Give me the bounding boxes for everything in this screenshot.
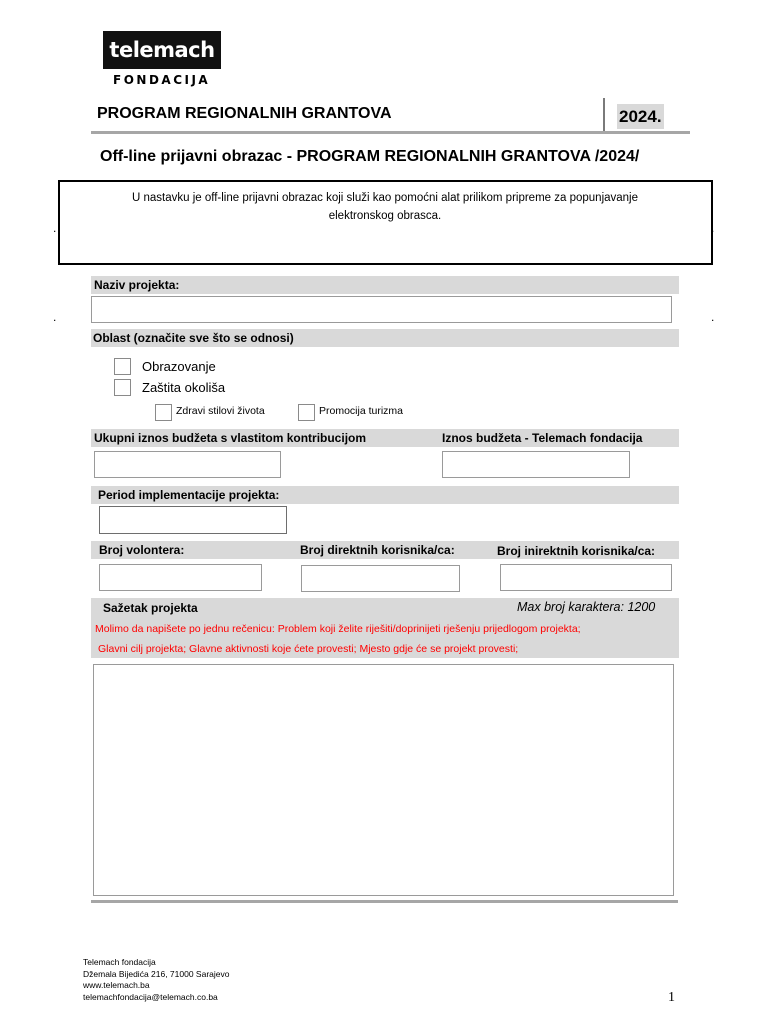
period-label: Period implementacije projekta:: [98, 488, 280, 502]
project-name-label: Naziv projekta:: [94, 278, 180, 292]
summary-label: Sažetak projekta: [103, 601, 198, 615]
option-promocija-turizma: Promocija turizma: [319, 405, 404, 417]
checkbox-obrazovanje[interactable]: [114, 358, 131, 375]
form-title: Off-line prijavni obrazac - PROGRAM REGIONALNIH GRANTOVA /2024/: [100, 148, 640, 165]
margin-dot: .: [53, 221, 57, 235]
intro-line-2: elektronskog obrasca.: [328, 210, 442, 222]
margin-dot: .: [53, 310, 57, 324]
summary-instruction-1: Molimo da napišete po jednu rečenicu: Problem koji želite riješiti/doprinijeti rješenju prijedlogom projekta;: [95, 623, 581, 635]
volunteers-label: Broj volontera:: [99, 543, 185, 557]
checkbox-promocija-turizma[interactable]: [298, 404, 315, 421]
budget-total-label: Ukupni iznos budžeta s vlastitom kontribucijom: [94, 431, 367, 445]
volunteers-input[interactable]: [99, 564, 262, 591]
margin-dot: .: [711, 310, 715, 324]
checkbox-zdravi-stilovi[interactable]: [155, 404, 172, 421]
option-zastita-okolisa: Zaštita okoliša: [142, 380, 226, 395]
option-zdravi-stilovi: Zdravi stilovi života: [176, 405, 265, 417]
summary-instruction-2: Glavni cilj projekta; Glavne aktivnosti koje ćete provesti; Mjesto gdje će se projekt provesti;: [98, 643, 519, 655]
intro-line-1: U nastavku je off-line prijavni obrazac koji služi kao pomoćni alat prilikom pripreme za popunjavanje: [131, 192, 639, 204]
page-number: 1: [668, 990, 675, 1005]
checkbox-zastita-okolisa[interactable]: [114, 379, 131, 396]
direct-beneficiaries-label: Broj direktnih korisnika/ca:: [300, 543, 455, 557]
bottom-rule: [91, 900, 678, 903]
footer-email: telemachfondacija@telemach.co.ba: [83, 991, 218, 1002]
year-label: 2024.: [619, 107, 662, 126]
period-input[interactable]: [99, 506, 287, 534]
summary-textarea[interactable]: [93, 664, 674, 896]
option-obrazovanje: Obrazovanje: [142, 359, 216, 374]
telemach-logo: [103, 31, 221, 69]
direct-beneficiaries-input[interactable]: [301, 565, 460, 592]
footer-address: Džemala Bijedića 216, 71000 Sarajevo: [83, 968, 230, 979]
intro-text: [100, 189, 670, 225]
program-title: PROGRAM REGIONALNIH GRANTOVA: [97, 105, 392, 122]
logo-subtitle: FONDACIJA: [113, 73, 211, 87]
project-name-input[interactable]: [91, 296, 672, 323]
indirect-beneficiaries-input[interactable]: [500, 564, 672, 591]
margin-dot: .: [711, 221, 715, 235]
header-divider: [603, 98, 605, 134]
summary-max-label: Max broj karaktera: 1200: [517, 600, 656, 614]
budget-total-input[interactable]: [94, 451, 281, 478]
footer-web: www.telemach.ba: [83, 980, 150, 990]
logo-brand: telemach: [109, 38, 215, 62]
header-rule: [91, 131, 690, 134]
budget-foundation-input[interactable]: [442, 451, 630, 478]
budget-foundation-label: Iznos budžeta - Telemach fondacija: [442, 431, 643, 445]
footer-org: Telemach fondacija: [83, 957, 156, 967]
indirect-beneficiaries-label: Broj inirektnih korisnika/ca:: [497, 544, 656, 558]
area-label: Oblast (označite sve što se odnosi): [93, 331, 294, 345]
footer: [83, 957, 229, 1003]
